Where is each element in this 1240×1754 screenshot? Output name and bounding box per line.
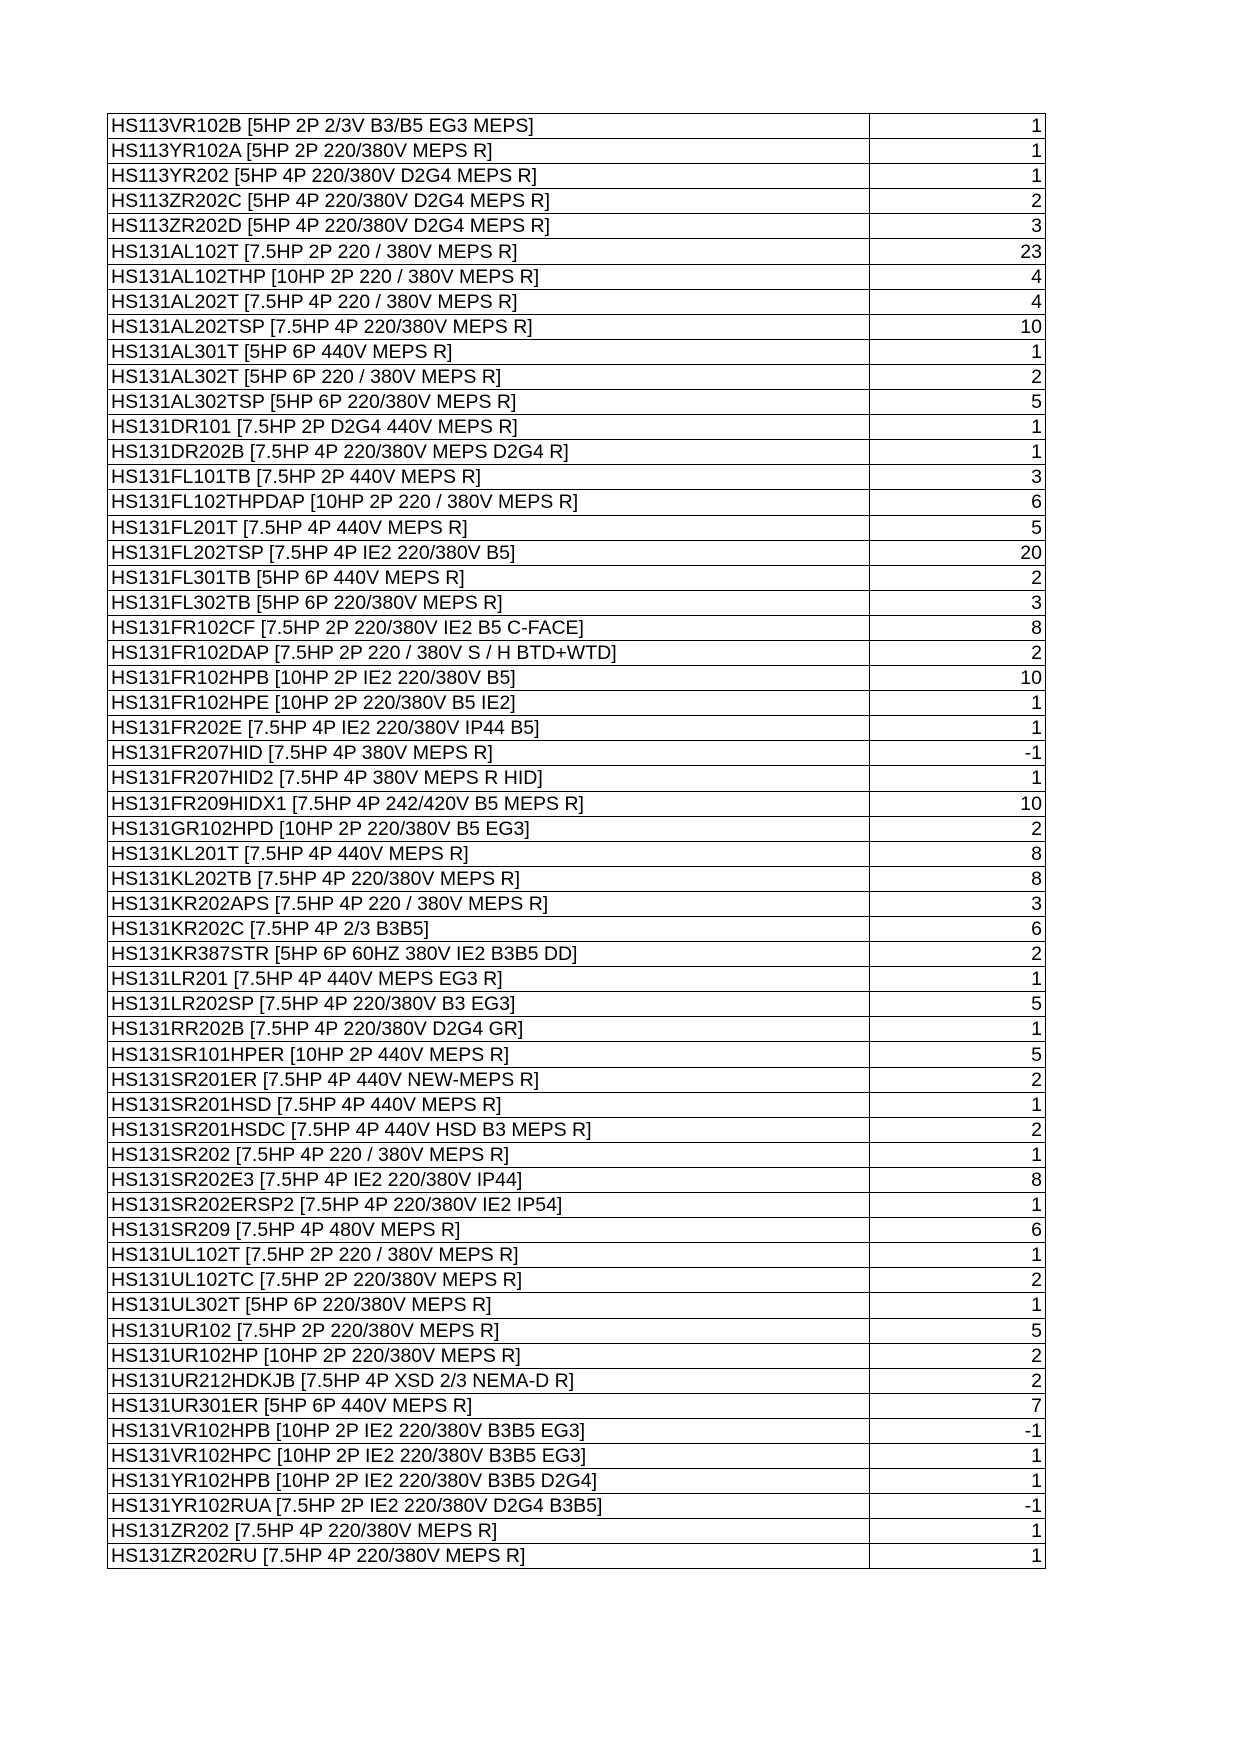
product-description-cell: HS131UR102HP [10HP 2P 220/380V MEPS R] xyxy=(108,1343,870,1368)
quantity-cell: 1 xyxy=(870,1293,1046,1318)
table-row xyxy=(108,1443,1046,1468)
product-description-cell: HS131UR212HDKJB [7.5HP 4P XSD 2/3 NEMA-D R] xyxy=(108,1368,870,1393)
table-row xyxy=(108,465,1046,490)
product-description-cell: HS131ZR202 [7.5HP 4P 220/380V MEPS R] xyxy=(108,1519,870,1544)
table-row xyxy=(108,1544,1046,1569)
table-row xyxy=(108,364,1046,389)
product-description-cell: HS113ZR202D [5HP 4P 220/380V D2G4 MEPS R] xyxy=(108,214,870,239)
table-row xyxy=(108,1393,1046,1418)
inventory-table-body xyxy=(108,114,1046,1569)
table-row xyxy=(108,1519,1046,1544)
product-description-cell: HS131FR102HPE [10HP 2P 220/380V B5 IE2] xyxy=(108,691,870,716)
quantity-cell: 2 xyxy=(870,640,1046,665)
table-row xyxy=(108,1193,1046,1218)
product-description-cell: HS131UR102 [7.5HP 2P 220/380V MEPS R] xyxy=(108,1318,870,1343)
product-description-cell: HS131GR102HPD [10HP 2P 220/380V B5 EG3] xyxy=(108,816,870,841)
table-row xyxy=(108,1293,1046,1318)
table-row xyxy=(108,239,1046,264)
product-description-cell: HS131LR202SP [7.5HP 4P 220/380V B3 EG3] xyxy=(108,992,870,1017)
table-row xyxy=(108,666,1046,691)
product-description-cell: HS131KR202C [7.5HP 4P 2/3 B3B5] xyxy=(108,917,870,942)
quantity-cell: 2 xyxy=(870,1368,1046,1393)
table-row xyxy=(108,1142,1046,1167)
table-row xyxy=(108,540,1046,565)
quantity-cell: 2 xyxy=(870,816,1046,841)
product-description-cell: HS131DR101 [7.5HP 2P D2G4 440V MEPS R] xyxy=(108,415,870,440)
table-row xyxy=(108,716,1046,741)
product-description-cell: HS131UL102TC [7.5HP 2P 220/380V MEPS R] xyxy=(108,1268,870,1293)
table-row xyxy=(108,967,1046,992)
quantity-cell: 1 xyxy=(870,1443,1046,1468)
quantity-cell: 1 xyxy=(870,1142,1046,1167)
quantity-cell: 8 xyxy=(870,1167,1046,1192)
quantity-cell: 5 xyxy=(870,1042,1046,1067)
quantity-cell: 3 xyxy=(870,891,1046,916)
product-description-cell: HS131FL101TB [7.5HP 2P 440V MEPS R] xyxy=(108,465,870,490)
product-description-cell: HS113YR202 [5HP 4P 220/380V D2G4 MEPS R] xyxy=(108,164,870,189)
quantity-cell: 10 xyxy=(870,666,1046,691)
product-description-cell: HS131AL301T [5HP 6P 440V MEPS R] xyxy=(108,339,870,364)
product-description-cell: HS131UR301ER [5HP 6P 440V MEPS R] xyxy=(108,1393,870,1418)
quantity-cell: 6 xyxy=(870,917,1046,942)
quantity-cell: 2 xyxy=(870,1268,1046,1293)
table-row xyxy=(108,942,1046,967)
product-description-cell: HS131SR201HSD [7.5HP 4P 440V MEPS R] xyxy=(108,1092,870,1117)
table-row xyxy=(108,1167,1046,1192)
quantity-cell: 6 xyxy=(870,490,1046,515)
table-row xyxy=(108,1343,1046,1368)
quantity-cell: 3 xyxy=(870,465,1046,490)
product-description-cell: HS131VR102HPC [10HP 2P IE2 220/380V B3B5 EG3] xyxy=(108,1443,870,1468)
quantity-cell: 20 xyxy=(870,540,1046,565)
table-row xyxy=(108,1092,1046,1117)
quantity-cell: 8 xyxy=(870,615,1046,640)
table-row xyxy=(108,1268,1046,1293)
quantity-cell: 1 xyxy=(870,139,1046,164)
quantity-cell: 3 xyxy=(870,590,1046,615)
table-row xyxy=(108,640,1046,665)
table-row xyxy=(108,1368,1046,1393)
quantity-cell: 1 xyxy=(870,440,1046,465)
table-row xyxy=(108,139,1046,164)
product-description-cell: HS131UL302T [5HP 6P 220/380V MEPS R] xyxy=(108,1293,870,1318)
product-description-cell: HS131AL302T [5HP 6P 220 / 380V MEPS R] xyxy=(108,364,870,389)
product-description-cell: HS113ZR202C [5HP 4P 220/380V D2G4 MEPS R] xyxy=(108,189,870,214)
table-row xyxy=(108,1117,1046,1142)
table-row xyxy=(108,691,1046,716)
table-row xyxy=(108,741,1046,766)
quantity-cell: 6 xyxy=(870,1218,1046,1243)
product-description-cell: HS131FR209HIDX1 [7.5HP 4P 242/420V B5 MEPS R] xyxy=(108,791,870,816)
table-row xyxy=(108,891,1046,916)
table-row xyxy=(108,791,1046,816)
quantity-cell: 1 xyxy=(870,691,1046,716)
quantity-cell: -1 xyxy=(870,1418,1046,1443)
product-description-cell: HS131FL302TB [5HP 6P 220/380V MEPS R] xyxy=(108,590,870,615)
table-row xyxy=(108,214,1046,239)
product-description-cell: HS131YR102RUA [7.5HP 2P IE2 220/380V D2G4 B3B5] xyxy=(108,1494,870,1519)
quantity-cell: 1 xyxy=(870,1544,1046,1569)
quantity-cell: -1 xyxy=(870,741,1046,766)
product-description-cell: HS131AL102THP [10HP 2P 220 / 380V MEPS R] xyxy=(108,264,870,289)
table-row xyxy=(108,590,1046,615)
table-row xyxy=(108,289,1046,314)
quantity-cell: 5 xyxy=(870,390,1046,415)
inventory-table xyxy=(107,113,1046,1569)
table-row xyxy=(108,264,1046,289)
product-description-cell: HS131FL102THPDAP [10HP 2P 220 / 380V MEPS R] xyxy=(108,490,870,515)
quantity-cell: 1 xyxy=(870,1243,1046,1268)
quantity-cell: 23 xyxy=(870,239,1046,264)
table-row xyxy=(108,1017,1046,1042)
product-description-cell: HS131FR102HPB [10HP 2P IE2 220/380V B5] xyxy=(108,666,870,691)
product-description-cell: HS131FL201T [7.5HP 4P 440V MEPS R] xyxy=(108,515,870,540)
table-row xyxy=(108,565,1046,590)
quantity-cell: 2 xyxy=(870,189,1046,214)
product-description-cell: HS131FR102DAP [7.5HP 2P 220 / 380V S / H BTD+WTD] xyxy=(108,640,870,665)
table-row xyxy=(108,515,1046,540)
quantity-cell: 1 xyxy=(870,1092,1046,1117)
quantity-cell: 3 xyxy=(870,214,1046,239)
product-description-cell: HS131RR202B [7.5HP 4P 220/380V D2G4 GR] xyxy=(108,1017,870,1042)
table-row xyxy=(108,615,1046,640)
quantity-cell: 1 xyxy=(870,1017,1046,1042)
product-description-cell: HS131AL302TSP [5HP 6P 220/380V MEPS R] xyxy=(108,390,870,415)
quantity-cell: 10 xyxy=(870,791,1046,816)
inventory-sheet xyxy=(107,113,1045,1569)
quantity-cell: 1 xyxy=(870,1193,1046,1218)
quantity-cell: 8 xyxy=(870,841,1046,866)
product-description-cell: HS131KR202APS [7.5HP 4P 220 / 380V MEPS R] xyxy=(108,891,870,916)
product-description-cell: HS131FR202E [7.5HP 4P IE2 220/380V IP44 B5] xyxy=(108,716,870,741)
quantity-cell: 4 xyxy=(870,289,1046,314)
product-description-cell: HS131KL201T [7.5HP 4P 440V MEPS R] xyxy=(108,841,870,866)
table-row xyxy=(108,1042,1046,1067)
quantity-cell: 4 xyxy=(870,264,1046,289)
product-description-cell: HS131UL102T [7.5HP 2P 220 / 380V MEPS R] xyxy=(108,1243,870,1268)
table-row xyxy=(108,189,1046,214)
quantity-cell: 1 xyxy=(870,1519,1046,1544)
product-description-cell: HS131SR202ERSP2 [7.5HP 4P 220/380V IE2 IP54] xyxy=(108,1193,870,1218)
table-row xyxy=(108,766,1046,791)
product-description-cell: HS131FR207HID [7.5HP 4P 380V MEPS R] xyxy=(108,741,870,766)
table-row xyxy=(108,917,1046,942)
quantity-cell: 8 xyxy=(870,866,1046,891)
table-row xyxy=(108,1418,1046,1443)
product-description-cell: HS131SR101HPER [10HP 2P 440V MEPS R] xyxy=(108,1042,870,1067)
table-row xyxy=(108,490,1046,515)
product-description-cell: HS113VR102B [5HP 2P 2/3V B3/B5 EG3 MEPS] xyxy=(108,114,870,139)
table-row xyxy=(108,1067,1046,1092)
quantity-cell: 1 xyxy=(870,415,1046,440)
quantity-cell: 5 xyxy=(870,1318,1046,1343)
product-description-cell: HS131AL102T [7.5HP 2P 220 / 380V MEPS R] xyxy=(108,239,870,264)
table-row xyxy=(108,992,1046,1017)
quantity-cell: 1 xyxy=(870,716,1046,741)
product-description-cell: HS131FR207HID2 [7.5HP 4P 380V MEPS R HID] xyxy=(108,766,870,791)
quantity-cell: 2 xyxy=(870,1067,1046,1092)
quantity-cell: 1 xyxy=(870,967,1046,992)
product-description-cell: HS113YR102A [5HP 2P 220/380V MEPS R] xyxy=(108,139,870,164)
product-description-cell: HS131SR201HSDC [7.5HP 4P 440V HSD B3 MEPS R] xyxy=(108,1117,870,1142)
product-description-cell: HS131SR202E3 [7.5HP 4P IE2 220/380V IP44] xyxy=(108,1167,870,1192)
product-description-cell: HS131DR202B [7.5HP 4P 220/380V MEPS D2G4 R] xyxy=(108,440,870,465)
quantity-cell: 1 xyxy=(870,766,1046,791)
product-description-cell: HS131SR202 [7.5HP 4P 220 / 380V MEPS R] xyxy=(108,1142,870,1167)
quantity-cell: -1 xyxy=(870,1494,1046,1519)
table-row xyxy=(108,1218,1046,1243)
table-row xyxy=(108,390,1046,415)
quantity-cell: 5 xyxy=(870,992,1046,1017)
product-description-cell: HS131ZR202RU [7.5HP 4P 220/380V MEPS R] xyxy=(108,1544,870,1569)
quantity-cell: 7 xyxy=(870,1393,1046,1418)
product-description-cell: HS131LR201 [7.5HP 4P 440V MEPS EG3 R] xyxy=(108,967,870,992)
table-row xyxy=(108,314,1046,339)
quantity-cell: 1 xyxy=(870,164,1046,189)
product-description-cell: HS131SR209 [7.5HP 4P 480V MEPS R] xyxy=(108,1218,870,1243)
product-description-cell: HS131AL202T [7.5HP 4P 220 / 380V MEPS R] xyxy=(108,289,870,314)
table-row xyxy=(108,440,1046,465)
table-row xyxy=(108,339,1046,364)
table-row xyxy=(108,1318,1046,1343)
quantity-cell: 1 xyxy=(870,114,1046,139)
product-description-cell: HS131KR387STR [5HP 6P 60HZ 380V IE2 B3B5 DD] xyxy=(108,942,870,967)
table-row xyxy=(108,164,1046,189)
quantity-cell: 1 xyxy=(870,339,1046,364)
table-row xyxy=(108,1469,1046,1494)
table-row xyxy=(108,415,1046,440)
table-row xyxy=(108,114,1046,139)
product-description-cell: HS131SR201ER [7.5HP 4P 440V NEW-MEPS R] xyxy=(108,1067,870,1092)
table-row xyxy=(108,1243,1046,1268)
product-description-cell: HS131FR102CF [7.5HP 2P 220/380V IE2 B5 C-FACE] xyxy=(108,615,870,640)
product-description-cell: HS131AL202TSP [7.5HP 4P 220/380V MEPS R] xyxy=(108,314,870,339)
product-description-cell: HS131FL301TB [5HP 6P 440V MEPS R] xyxy=(108,565,870,590)
quantity-cell: 2 xyxy=(870,1117,1046,1142)
quantity-cell: 5 xyxy=(870,515,1046,540)
product-description-cell: HS131YR102HPB [10HP 2P IE2 220/380V B3B5 D2G4] xyxy=(108,1469,870,1494)
product-description-cell: HS131VR102HPB [10HP 2P IE2 220/380V B3B5 EG3] xyxy=(108,1418,870,1443)
product-description-cell: HS131FL202TSP [7.5HP 4P IE2 220/380V B5] xyxy=(108,540,870,565)
quantity-cell: 10 xyxy=(870,314,1046,339)
quantity-cell: 2 xyxy=(870,1343,1046,1368)
quantity-cell: 2 xyxy=(870,565,1046,590)
quantity-cell: 2 xyxy=(870,364,1046,389)
product-description-cell: HS131KL202TB [7.5HP 4P 220/380V MEPS R] xyxy=(108,866,870,891)
table-row xyxy=(108,1494,1046,1519)
table-row xyxy=(108,866,1046,891)
quantity-cell: 1 xyxy=(870,1469,1046,1494)
quantity-cell: 2 xyxy=(870,942,1046,967)
table-row xyxy=(108,816,1046,841)
table-row xyxy=(108,841,1046,866)
